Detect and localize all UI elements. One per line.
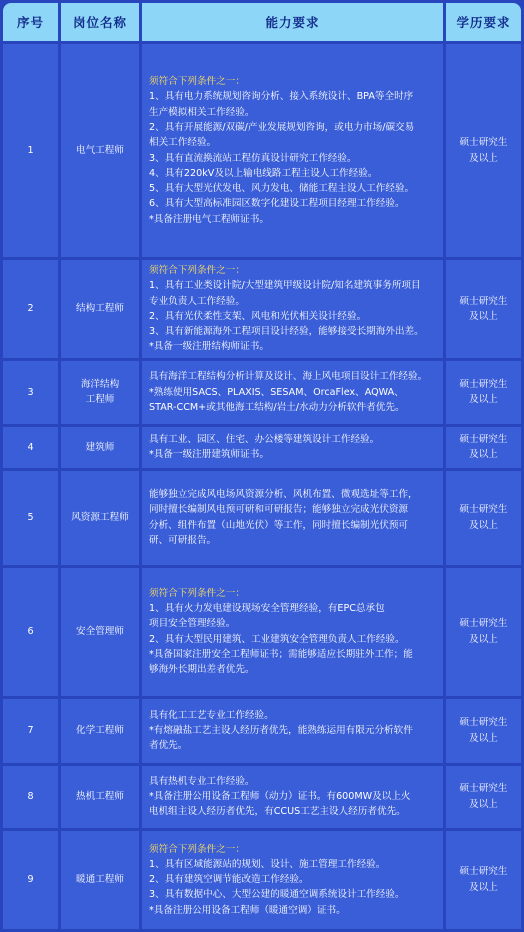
- education-line: 及以上: [469, 881, 498, 893]
- requirement-line: *有熔融盐工艺主设人经历者优先，能熟练运用有限元分析软件: [149, 725, 413, 737]
- education-requirement: [446, 831, 521, 929]
- header-requirements: 能力要求: [142, 3, 443, 41]
- table-row: [3, 699, 521, 763]
- requirement-line: 3、具有数据中心、大型公建的暖通空调系统设计工作经验。: [149, 889, 405, 901]
- requirement-line: *具备一级注册建筑师证书。: [149, 449, 269, 461]
- requirement-line: 同时擅长编制风电预可研和可研报告；能够独立完成光伏资源: [149, 504, 409, 516]
- row-number: 2: [3, 260, 58, 358]
- education-line: 硕士研究生: [459, 783, 508, 795]
- position-name: [61, 44, 139, 257]
- requirement-line: 2、具有大型民用建筑、工业建筑安全管理负责人工作经验。: [149, 633, 405, 645]
- education-line: 硕士研究生: [459, 433, 508, 445]
- education-requirement: [446, 260, 521, 358]
- requirement-line: *具备注册公用设备工程师（动力）证书。有600MW及以上火: [149, 791, 411, 803]
- requirement-text: [142, 568, 443, 696]
- requirement-line: 者优先。: [149, 740, 188, 752]
- requirement-line: *具备一级注册结构师证书。: [149, 341, 269, 353]
- position-name: [61, 427, 139, 468]
- education-line: 硕士研究生: [459, 378, 508, 390]
- row-number: 4: [3, 427, 58, 468]
- education-line: 及以上: [469, 519, 498, 531]
- position-name: [61, 471, 139, 565]
- requirement-line: 够海外长期出差者优先。: [149, 664, 255, 676]
- requirement-text: [142, 44, 443, 257]
- condition-heading: 须符合下列条件之一：: [149, 587, 245, 599]
- education-line: 及以上: [469, 633, 498, 645]
- requirement-line: 专业负责人工作经验。: [149, 295, 245, 307]
- row-number: 7: [3, 699, 58, 763]
- table-row: [3, 361, 521, 424]
- header-education: 学历要求: [446, 3, 521, 41]
- table-row: [3, 766, 521, 828]
- position-name-line: 海洋结构: [80, 378, 120, 390]
- row-number: 9: [3, 831, 58, 929]
- requirement-line: *具备注册公用设备工程师（暖通空调）证书。: [149, 904, 346, 916]
- position-name-line: 建筑师: [85, 441, 115, 453]
- education-line: 及以上: [469, 449, 498, 461]
- requirement-line: 2、具有开展能源/双碳/产业发展规划咨询，或电力市场/碳交易: [149, 121, 415, 133]
- table-row: [3, 471, 521, 565]
- requirement-line: 分析、组件布置（山地光伏）等工作，同时擅长编制光伏预可: [149, 519, 409, 531]
- condition-heading: 须符合下列条件之一：: [149, 76, 245, 88]
- condition-heading: 须符合下列条件之一：: [149, 265, 245, 276]
- requirement-line: 1、具有区域能源站的规划、设计、施工管理工作经验。: [149, 858, 386, 870]
- position-name-line: 安全管理师: [76, 626, 124, 638]
- table-row: [3, 427, 521, 468]
- requirement-line: 3、具有新能源海外工程项目设计经验，能够接受长期海外出差。: [149, 326, 424, 338]
- requirement-line: 具有化工工艺专业工作经验。: [149, 709, 274, 721]
- table-row: [3, 568, 521, 696]
- education-line: 硕士研究生: [459, 618, 508, 630]
- requirement-line: 具有工业、园区、住宅、办公楼等建筑设计工作经验。: [149, 433, 380, 445]
- table-body: [3, 44, 521, 929]
- position-name: [61, 568, 139, 696]
- requirement-text: [142, 260, 443, 358]
- position-name-line: 暖通工程师: [76, 874, 124, 886]
- education-requirement: [446, 699, 521, 763]
- education-line: 硕士研究生: [459, 137, 508, 149]
- table-row: [3, 44, 521, 257]
- row-number: 8: [3, 766, 58, 828]
- requirement-line: 2、具有建筑空调节能改造工作经验。: [149, 874, 309, 886]
- education-line: 及以上: [469, 310, 498, 322]
- position-name: [61, 766, 139, 828]
- row-number: 5: [3, 471, 58, 565]
- position-name: [61, 361, 139, 424]
- position-name: [61, 699, 139, 763]
- education-requirement: [446, 471, 521, 565]
- requirement-line: *熟练使用SACS、PLAXIS、SESAM、OrcaFlex、AQWA、: [149, 386, 404, 398]
- requirement-text: [142, 427, 443, 468]
- position-name: [61, 260, 139, 358]
- requirement-text: [142, 471, 443, 565]
- requirement-line: 项目安全管理经验。: [149, 618, 236, 630]
- requirement-line: *具备国家注册安全工程师证书；需能够适应长期驻外工作；能: [149, 649, 413, 661]
- education-requirement: [446, 766, 521, 828]
- requirement-line: 生产模拟相关工作经验。: [149, 106, 255, 118]
- requirement-text: [142, 699, 443, 763]
- education-requirement: [446, 361, 521, 424]
- row-number: 6: [3, 568, 58, 696]
- position-name-line: 工程师: [85, 394, 115, 406]
- table-header-row: [3, 3, 521, 41]
- education-requirement: [446, 44, 521, 257]
- requirement-text: [142, 831, 443, 929]
- header-no: 序号: [3, 3, 58, 41]
- requirement-line: 1、具有工业类设计院/大型建筑甲级设计院/知名建筑事务所项目: [149, 280, 421, 292]
- condition-heading: 须符合下列条件之一：: [149, 843, 245, 855]
- position-name-line: 化学工程师: [76, 725, 124, 737]
- position-name: [61, 831, 139, 929]
- requirement-line: 具有热机专业工作经验。: [149, 775, 255, 787]
- requirement-line: STAR-CCM+或其他海工结构/岩土/水动力分析软件者优先。: [149, 401, 405, 413]
- education-line: 及以上: [469, 732, 498, 744]
- requirement-line: 能够独立完成风电场风资源分析、风机布置、微观选址等工作，: [149, 489, 418, 501]
- education-line: 硕士研究生: [459, 295, 508, 307]
- requirement-line: 电机组主设人经历者优先，有CCUS工艺主设人经历者优先。: [149, 806, 406, 818]
- education-line: 硕士研究生: [459, 504, 508, 516]
- education-line: 及以上: [469, 152, 498, 164]
- table-row: [3, 831, 521, 929]
- requirement-line: 研、可研报告。: [149, 535, 217, 547]
- education-requirement: [446, 568, 521, 696]
- education-line: 硕士研究生: [459, 866, 508, 878]
- position-name-line: 风资源工程师: [71, 512, 129, 524]
- requirement-text: [142, 766, 443, 828]
- education-line: 及以上: [469, 798, 498, 810]
- requirement-line: 4、具有220kV及以上输电线路工程主设人工作经验。: [149, 167, 378, 179]
- requirement-line: 2、具有光伏柔性支架、风电和光伏相关设计经验。: [149, 310, 367, 322]
- requirement-line: *具备注册电气工程师证书。: [149, 213, 269, 225]
- row-number: 1: [3, 44, 58, 257]
- position-name-line: 结构工程师: [76, 303, 124, 315]
- requirement-line: 1、具有电力系统规划咨询分析、接入系统设计、BPA等全时序: [149, 91, 414, 103]
- requirement-line: 3、具有直流换流站工程仿真设计研究工作经验。: [149, 152, 357, 164]
- requirement-line: 具有海洋工程结构分析计算及设计、海上风电项目设计工作经验。: [149, 371, 428, 383]
- education-requirement: [446, 427, 521, 468]
- header-position: 岗位名称: [61, 3, 139, 41]
- requirement-line: 5、具有大型光伏发电、风力发电、储能工程主设人工作经验。: [149, 183, 415, 195]
- education-line: 硕士研究生: [459, 717, 508, 729]
- requirement-text: [142, 361, 443, 424]
- requirement-line: 1、具有火力发电建设现场安全管理经验，有EPC总承包: [149, 603, 385, 615]
- requirement-line: 相关工作经验。: [149, 137, 217, 149]
- table-row: [3, 260, 521, 358]
- requirement-line: 6、具有大型高标准园区数字化建设工程项目经理工作经验。: [149, 198, 405, 210]
- position-name-line: 电气工程师: [76, 144, 124, 156]
- education-line: 及以上: [469, 394, 498, 406]
- position-name-line: 热机工程师: [76, 791, 124, 803]
- row-number: 3: [3, 361, 58, 424]
